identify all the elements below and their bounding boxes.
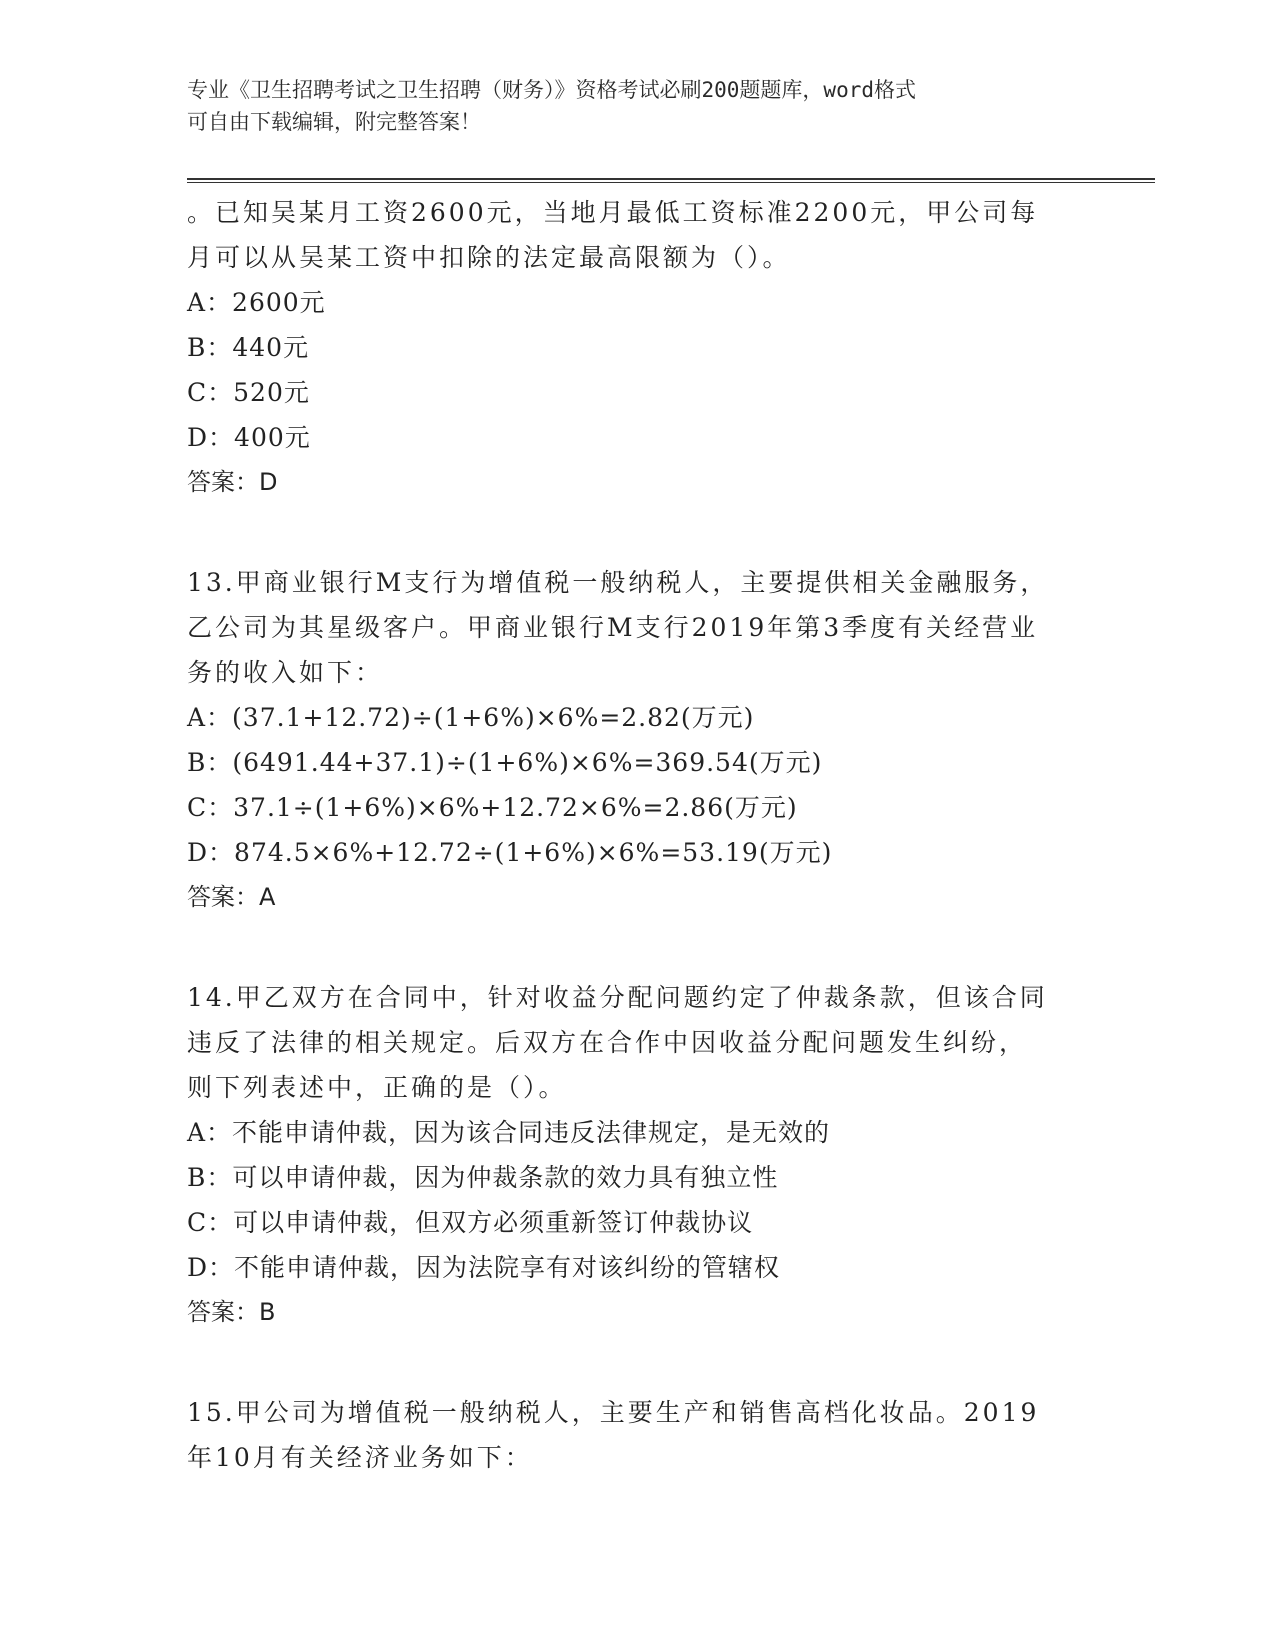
question-text-line: 月可以从吴某工资中扣除的法定最高限额为（）。 — [187, 243, 791, 272]
question-13 — [187, 560, 1127, 920]
header-divider — [187, 178, 1155, 180]
option-d: D：不能申请仲裁，因为法院享有对该纠纷的管辖权 — [187, 1253, 781, 1282]
option-b: B：可以申请仲裁，因为仲裁条款的效力具有独立性 — [187, 1163, 779, 1192]
question-text-line: 13.甲商业银行M支行为增值税一般纳税人，主要提供相关金融服务， — [187, 568, 1049, 597]
header-title-line-1: 专业《卫生招聘考试之卫生招聘（财务）》资格考试必刷200题题库，word格式 — [187, 78, 916, 102]
question-text-line: 年10月有关经济业务如下： — [187, 1443, 533, 1472]
question-text-line: 则下列表述中，正确的是（）。 — [187, 1073, 567, 1102]
spacer — [187, 920, 1127, 975]
question-text-line: 乙公司为其星级客户。甲商业银行M支行2019年第3季度有关经营业 — [187, 613, 1039, 642]
question-text-line: 14.甲乙双方在合同中，针对收益分配问题约定了仲裁条款，但该合同 — [187, 983, 1048, 1012]
document-header — [187, 74, 1087, 138]
option-d: D：400元 — [187, 423, 311, 452]
answer-text: 答案：D — [187, 468, 278, 496]
question-text-line: 违反了法律的相关规定。后双方在合作中因收益分配问题发生纠纷， — [187, 1028, 1028, 1057]
option-c: C：520元 — [187, 378, 310, 407]
answer-text: 答案：B — [187, 1298, 276, 1326]
question-text-line: 15.甲公司为增值税一般纳税人，主要生产和销售高档化妆品。2019 — [187, 1398, 1040, 1427]
option-c: C：37.1÷(1+6%)×6%+12.72×6%=2.86(万元) — [187, 793, 798, 822]
answer-text: 答案：A — [187, 883, 276, 911]
option-d: D：874.5×6%+12.72÷(1+6%)×6%=53.19(万元) — [187, 838, 833, 867]
option-a: A：2600元 — [187, 288, 326, 317]
option-b: B：(6491.44+37.1)÷(1+6%)×6%=369.54(万元) — [187, 748, 823, 777]
header-divider-thin — [187, 182, 1155, 183]
option-c: C：可以申请仲裁，但双方必须重新签订仲裁协议 — [187, 1208, 754, 1237]
question-12 — [187, 190, 1127, 505]
spacer — [187, 1335, 1127, 1390]
spacer — [187, 505, 1127, 560]
question-text-line: 。已知吴某月工资2600元，当地月最低工资标准2200元，甲公司每 — [187, 198, 1039, 227]
question-text-line: 务的收入如下： — [187, 658, 384, 687]
option-b: B：440元 — [187, 333, 310, 362]
document-body — [187, 190, 1127, 1480]
header-title-line-2: 可自由下载编辑，附完整答案！ — [187, 110, 481, 134]
question-15 — [187, 1390, 1127, 1480]
option-a: A：(37.1+12.72)÷(1+6%)×6%=2.82(万元) — [187, 703, 755, 732]
option-a: A：不能申请仲裁，因为该合同违反法律规定，是无效的 — [187, 1118, 831, 1147]
question-14 — [187, 975, 1127, 1335]
